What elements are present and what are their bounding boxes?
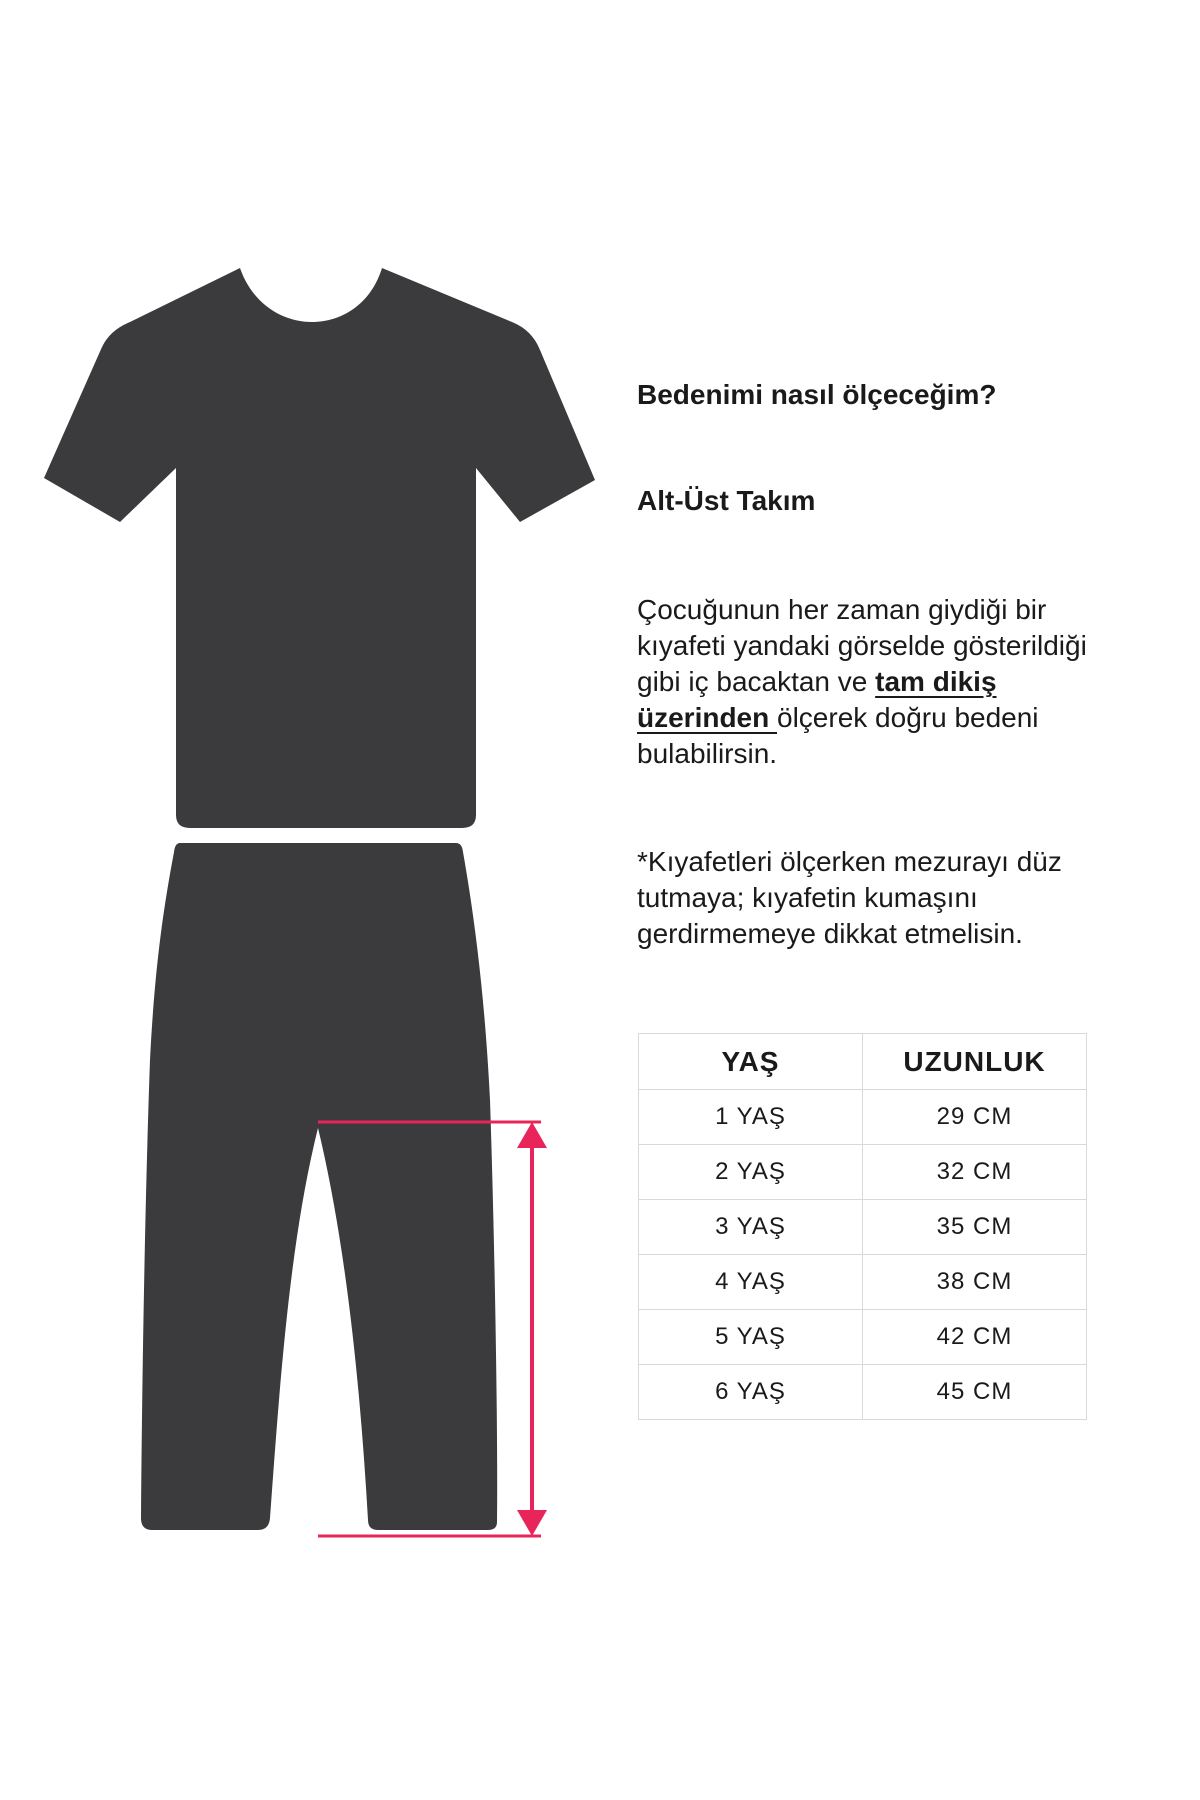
table-row bbox=[639, 1090, 1087, 1145]
length-cell: 42 CM bbox=[863, 1310, 1087, 1365]
table-row bbox=[639, 1365, 1087, 1420]
arrow-down-icon bbox=[517, 1510, 547, 1536]
age-column-header: YAŞ bbox=[639, 1034, 863, 1090]
length-cell: 35 CM bbox=[863, 1200, 1087, 1255]
age-cell: 2 YAŞ bbox=[639, 1145, 863, 1200]
length-cell: 29 CM bbox=[863, 1090, 1087, 1145]
pants-icon bbox=[141, 843, 497, 1530]
age-cell: 1 YAŞ bbox=[639, 1090, 863, 1145]
product-type-title: Alt-Üst Takım bbox=[637, 485, 816, 516]
length-column-header: UZUNLUK bbox=[863, 1034, 1087, 1090]
length-cell: 45 CM bbox=[863, 1365, 1087, 1420]
length-cell: 32 CM bbox=[863, 1145, 1087, 1200]
measure-note: *Kıyafetleri ölçerken mezurayı düz tutmaya; kıyafetin kumaşını gerdirmemeye dikkat etmelisin. bbox=[637, 846, 1062, 949]
size-table bbox=[638, 1033, 1087, 1420]
how-to-measure-title: Bedenimi nasıl ölçeceğim? bbox=[637, 379, 997, 410]
age-cell: 5 YAŞ bbox=[639, 1310, 863, 1365]
tshirt-icon bbox=[44, 268, 595, 828]
measure-instructions bbox=[637, 592, 1117, 772]
instructions-emphasis: tam dikiş üzerinden bbox=[637, 666, 997, 733]
length-cell: 38 CM bbox=[863, 1255, 1087, 1310]
instructions-part2: ölçerek doğru bedeni bulabilirsin. bbox=[637, 702, 1039, 769]
instructions-part1: Çocuğunun her zaman giydiği bir kıyafeti yandaki görselde gösterildiği gibi iç bacaktan ve bbox=[637, 594, 1087, 697]
table-row bbox=[639, 1200, 1087, 1255]
table-row bbox=[639, 1145, 1087, 1200]
table-row bbox=[639, 1310, 1087, 1365]
size-table-header bbox=[639, 1034, 1087, 1090]
arrow-up-icon bbox=[517, 1122, 547, 1148]
age-cell: 4 YAŞ bbox=[639, 1255, 863, 1310]
age-cell: 6 YAŞ bbox=[639, 1365, 863, 1420]
table-row bbox=[639, 1255, 1087, 1310]
age-cell: 3 YAŞ bbox=[639, 1200, 863, 1255]
